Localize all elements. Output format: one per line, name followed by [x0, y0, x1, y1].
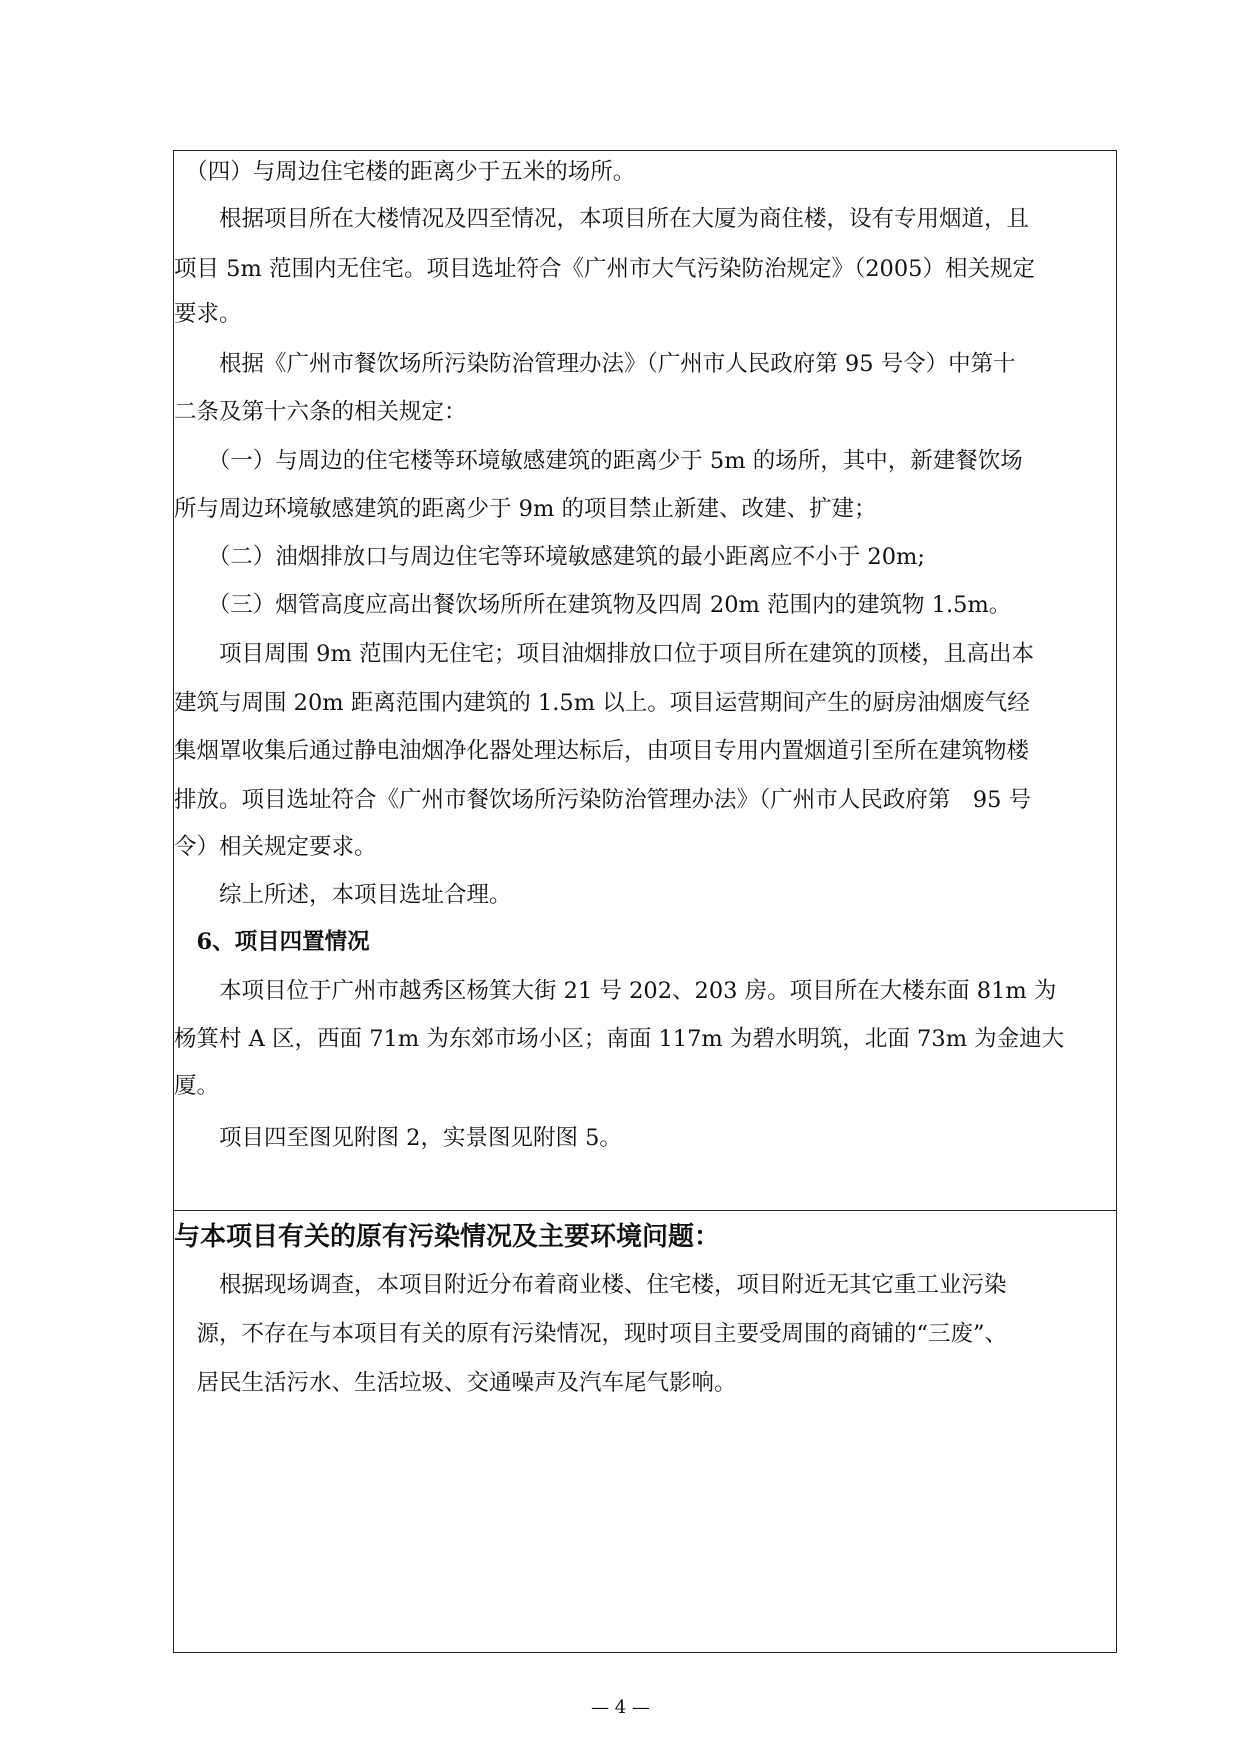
- paragraph-line: 根据现场调查，本项目附近分布着商业楼、住宅楼，项目附近无其它重工业污染: [174, 1272, 1007, 1298]
- paragraph-line: 二条及第十六条的相关规定：: [174, 399, 467, 425]
- paragraph-line: 综上所述，本项目选址合理。: [174, 882, 512, 908]
- paragraph-line: 排放。项目选址符合《广州市餐饮场所污染防治管理办法》（广州市人民政府第 95 号: [174, 787, 1032, 813]
- paragraph-line: 杨箕村 A 区，西面 71m 为东郊市场小区；南面 117m 为碧水明筑，北面 73m 为金迪大: [174, 1026, 1065, 1052]
- paragraph-line: 令）相关规定要求。: [174, 834, 377, 860]
- project-location-section: [174, 151, 1116, 1211]
- paragraph-line: 集烟罩收集后通过静电油烟净化器处理达标后，由项目专用内置烟道引至所在建筑物楼: [174, 738, 1030, 764]
- paragraph-line: （四）与周边住宅楼的距离少于五米的场所。: [174, 159, 636, 185]
- paragraph-line: （三）烟管高度应高出餐饮场所所在建筑物及四周 20m 范围内的建筑物 1.5m。: [174, 592, 1012, 618]
- section-heading: 6、项目四置情况: [174, 929, 370, 955]
- paragraph-line: 根据项目所在大楼情况及四至情况，本项目所在大厦为商住楼，设有专用烟道，且: [174, 206, 1030, 232]
- paragraph-line: 厦。: [174, 1073, 220, 1099]
- paragraph-line: （二）油烟排放口与周边住宅等环境敏感建筑的最小距离应不小于 20m;: [174, 544, 925, 570]
- paragraph-line: 建筑与周围 20m 距离范围内建筑的 1.5m 以上。项目运营期间产生的厨房油烟废气经: [174, 690, 1030, 716]
- paragraph-line: 居民生活污水、生活垃圾、交通噪声及汽车尾气影响。: [174, 1370, 737, 1396]
- paragraph-line: 项目 5m 范围内无住宅。项目选址符合《广州市大气污染防治规定》（2005）相关规定: [174, 256, 1035, 282]
- paragraph-line: 所与周边环境敏感建筑的距离少于 9m 的项目禁止新建、改建、扩建；: [174, 496, 877, 522]
- paragraph-line: 要求。: [174, 301, 242, 327]
- content-frame: [173, 150, 1117, 1653]
- paragraph-line: （一）与周边的住宅楼等环境敏感建筑的距离少于 5m 的场所，其中，新建餐饮场: [174, 448, 1023, 474]
- paragraph-line: 项目周围 9m 范围内无住宅；项目油烟排放口位于项目所在建筑的顶楼，且高出本: [174, 641, 1034, 667]
- paragraph-line: 根据《广州市餐饮场所污染防治管理办法》（广州市人民政府第 95 号令）中第十: [174, 351, 1016, 377]
- paragraph-line: 项目四至图见附图 2，实景图见附图 5。: [174, 1125, 622, 1151]
- paragraph-line: 源，不存在与本项目有关的原有污染情况，现时项目主要受周围的商铺的“三废”、: [174, 1321, 1008, 1347]
- section-title: 与本项目有关的原有污染情况及主要环境问题：: [174, 1222, 721, 1252]
- paragraph-line: 本项目位于广州市越秀区杨箕大街 21 号 202、203 房。项目所在大楼东面 81m 为: [174, 978, 1057, 1004]
- page-number: — 4 —: [591, 1697, 650, 1718]
